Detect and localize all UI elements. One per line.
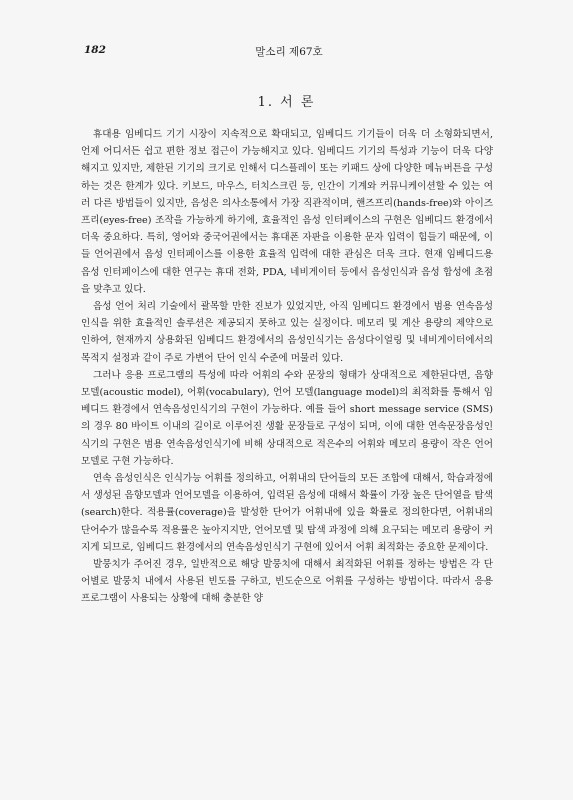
journal-name: 말소리 제67호: [255, 46, 323, 58]
page-number: 182: [84, 44, 106, 56]
paragraph-4: 연속 음성인식은 인식가능 어휘를 정의하고, 어휘내의 단어들의 모든 조합에 대해서, 학습과정에서 생성된 음향모델과 언어모델을 이용하여, 입력된 음성에 대해서 확률이 가장 높은 단어열을 탐색(search)한다. 적용률(coverage)을 발성한 단어가 어휘내에 있을 확률로 정의한다면, 어휘내의 단어수가 많을수록 적용률은 높아지지만, 언어모델 및 탐색 과정에 의해 요구되는 메모리 용량이 커지게 되므로, 임베디드 환경에서의 연속음성인식기 구현에 있어서 어휘 최적화는 중요한 문제이다.: [81, 473, 493, 553]
paragraph-3: 그러나 응용 프로그램의 특성에 따라 어휘의 수와 문장의 형태가 상대적으로 제한된다면, 음향 모델(acoustic model), 어휘(vocabulary), 언어 모델(language model)의 최적화를 통해서 임베디드 환경에서 연속음성인식기의 구현이 가능하다. 예를 들어 short message service (SMS)의 경우 80 바이트 이내의 길이로 이루어진 생활 문장들로 구성이 되며, 이에 대한 연속문장음성인식기의 구현은 범용 연속음성인식기에 비해 상대적으로 적은수의 어휘와 메모리 용량이 작은 언어 모델로 구현 가능하다.: [81, 369, 493, 467]
section-heading: 1. 서 론: [257, 95, 316, 110]
running-head: [84, 44, 494, 60]
paragraph-2: 음성 언어 처리 기술에서 괄목할 만한 진보가 있었지만, 아직 임베디드 환경에서 범용 연속음성인식을 위한 효율적인 솔루션은 제공되지 못하고 있는 실정이다. 메모리 및 계산 용량의 제약으로 인하여, 현재까지 상용화된 임베디드 환경에서의 음성인식기는 음성다이얼링 및 네비게이터에서의 목적지 설정과 같이 주로 가변어 단어 인식 수준에 머물러 있다.: [81, 301, 493, 364]
paragraph-5: 발뭉치가 주어진 경우, 일반적으로 해당 발뭉치에 대해서 최적화된 어휘를 정하는 방법은 각 단어별로 발뭉치 내에서 사용된 빈도를 구하고, 빈도순으로 어휘를 구성하는 방법이다. 따라서 응용 프로그램이 사용되는 상황에 대해 충분한 양: [81, 559, 493, 605]
body-text: [81, 126, 493, 608]
paragraph-1: 휴대용 임베디드 기기 시장이 지속적으로 확대되고, 임베디드 기기들이 더욱 더 소형화되면서, 언제 어디서든 쉽고 편한 정보 접근이 가능해지고 있다. 임베디드 기기의 특성과 기능이 더욱 다양해지고 있지만, 제한된 기기의 크기로 인해서 디스플레이 또는 키패드 상에 다양한 메뉴버튼을 구성하는 것은 한계가 있다. 키보드, 마우스, 터치스크린 등, 인간이 기계와 커뮤니케이션할 수 있는 여러 다른 방법들이 있지만, 음성은 의사소통에서 가장 직관적이며, 핸즈프리(hands-free)와 아이즈프리(eyes-free) 조작을 가능하게 하기에, 효율적인 음성 인터페이스의 구현은 임베디드 환경에서 더욱 중요하다. 특히, 영어와 중국어권에서는 휴대폰 자판을 이용한 문자 입력이 힘들기 때문에, 이들 언어권에서 음성 인터페이스를 이용한 효율적 입력에 대한 관심은 더욱 크다. 현재 임베디드용 음성 인터페이스에 대한 연구는 휴대 전화, PDA, 네비게이터 등에서 음성인식과 음성 합성에 초점을 맞추고 있다.: [81, 129, 493, 295]
